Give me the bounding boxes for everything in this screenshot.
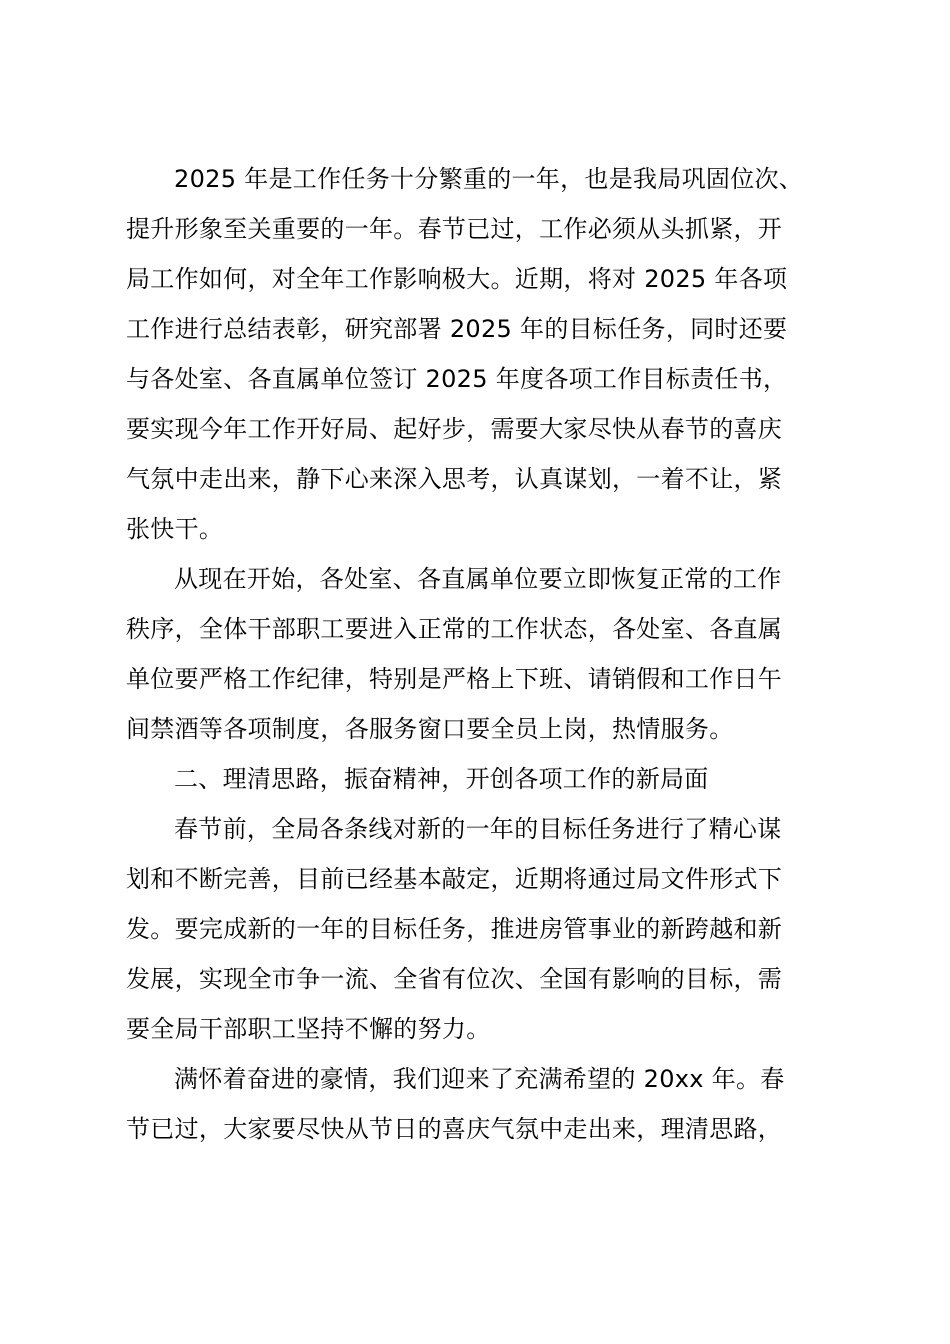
section-heading: 二、理清思路，振奋精神，开创各项工作的新局面 <box>174 765 709 793</box>
text-line: 单位要严格工作纪律，特别是严格上下班、请销假和工作日午 <box>126 665 783 693</box>
text-line: 工作进行总结表彰，研究部署 2025 年的目标任务，同时还要 <box>126 315 788 343</box>
text-line: 秩序，全体干部职工要进入正常的工作状态，各处室、各直属 <box>126 615 783 643</box>
paragraph <box>126 554 838 754</box>
text-line: 发展，实现全市争一流、全省有位次、全国有影响的目标，需 <box>126 965 783 993</box>
text-line: 提升形象至关重要的一年。春节已过，工作必须从头抓紧，开 <box>126 215 783 243</box>
text-line: 划和不断完善，目前已经基本敲定，近期将通过局文件形式下 <box>126 865 783 893</box>
text-line: 发。要完成新的一年的目标任务，推进房管事业的新跨越和新 <box>126 915 783 943</box>
text-line: 节已过，大家要尽快从节日的喜庆气氛中走出来，理清思路， <box>126 1115 783 1143</box>
paragraph <box>126 1054 838 1154</box>
text-line: 气氛中走出来，静下心来深入思考，认真谋划，一着不让，紧 <box>126 465 783 493</box>
text-line: 局工作如何，对全年工作影响极大。近期，将对 2025 年各项 <box>126 265 788 293</box>
text-line: 从现在开始，各处室、各直属单位要立即恢复正常的工作 <box>174 565 782 593</box>
text-line: 春节前，全局各条线对新的一年的目标任务进行了精心谋 <box>174 815 782 843</box>
document-body <box>126 154 838 1154</box>
paragraph <box>126 154 838 554</box>
text-line: 要实现今年工作开好局、起好步，需要大家尽快从春节的喜庆 <box>126 415 783 443</box>
text-line: 张快干。 <box>126 515 224 543</box>
text-line: 要全局干部职工坚持不懈的努力。 <box>126 1015 491 1043</box>
text-line: 满怀着奋进的豪情，我们迎来了充满希望的 20xx 年。春 <box>174 1065 785 1093</box>
paragraph <box>126 804 838 1054</box>
text-line: 间禁酒等各项制度，各服务窗口要全员上岗，热情服务。 <box>126 715 734 743</box>
text-line: 2025 年是工作任务十分繁重的一年，也是我局巩固位次、 <box>174 165 804 193</box>
text-line: 与各处室、各直属单位签订 2025 年度各项工作目标责任书， <box>126 365 788 393</box>
